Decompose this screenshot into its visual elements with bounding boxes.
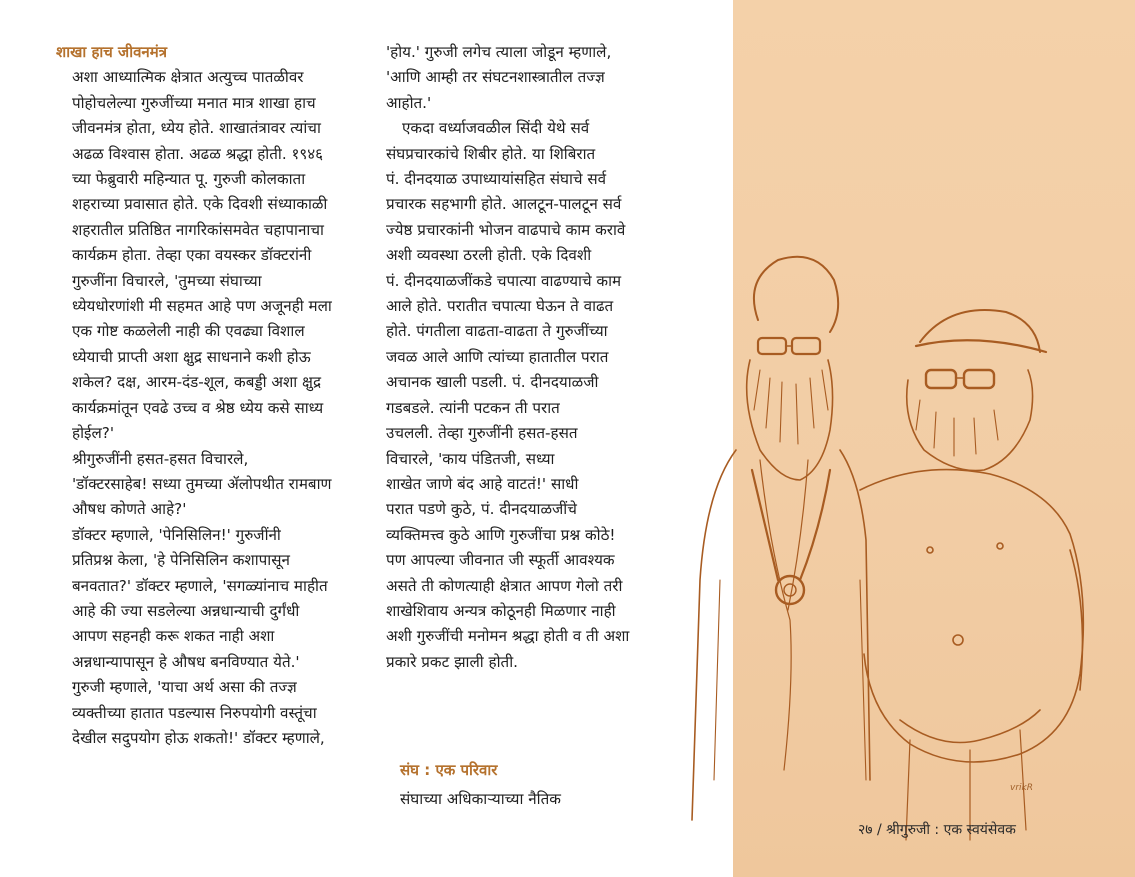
- text-line: कार्यक्रमांतून एवढे उच्च व श्रेष्ठ ध्येय कसे साध्य: [72, 398, 324, 417]
- text-line: आहे की ज्या सडलेल्या अन्नधान्याची दुर्गंधी: [72, 601, 300, 620]
- text-line: प्रकारे प्रकट झाली होती.: [386, 652, 518, 671]
- text-line: डॉक्टर म्हणाले, 'पेनिसिलिन!' गुरुजींनी: [72, 525, 281, 544]
- text-line: होईल?': [72, 424, 114, 443]
- right-text-column: [386, 40, 686, 675]
- sketch-illustration: [640, 250, 1100, 850]
- text-line: व्यक्तीच्या हातात पडल्यास निरुपयोगी वस्तूंचा: [72, 703, 317, 722]
- text-line: परात पडणे कुठे, पं. दीनदयाळजींचे: [386, 500, 577, 519]
- text-line: आले होते. परातीत चपात्या घेऊन ते वाढत: [386, 297, 614, 316]
- text-line: पोहोचलेल्या गुरुजींच्या मनात मात्र शाखा हाच: [72, 93, 316, 112]
- text-line: पं. दीनदयाळ उपाध्यायांसहित संघाचे सर्व: [386, 170, 607, 189]
- left-figure-sketch: [692, 257, 870, 820]
- section-heading-shakha: शाखा हाच जीवनमंत्र: [56, 43, 167, 61]
- text-line: जवळ आले आणि त्यांच्या हातातील परात: [386, 347, 609, 366]
- text-line: शाखेत जाणे बंद आहे वाटतं!' साधी: [386, 474, 579, 493]
- text-line: ध्येयधोरणांशी मी सहमत आहे पण अजूनही मला: [72, 297, 332, 316]
- text-line: 'होय.' गुरुजी लगेच त्याला जोडून म्हणाले,: [386, 43, 612, 61]
- text-line: आपण सहनही करू शकत नाही अशा: [72, 627, 275, 646]
- text-line: गुरुजींना विचारले, 'तुमच्या संघाच्या: [72, 271, 262, 290]
- text-line: अढळ विश्वास होता. अढळ श्रद्धा होती. १९४६: [72, 144, 324, 163]
- text-line: प्रतिप्रश्न केला, 'हे पेनिसिलिन कशापासून: [72, 551, 290, 570]
- text-line: ध्येयाची प्राप्ती अशा क्षुद्र साधनाने कशी होऊ: [72, 347, 311, 366]
- page-footer: २७ / श्रीगुरुजी : एक स्वयंसेवक: [858, 822, 1016, 838]
- text-line: शाखेशिवाय अन्यत्र कोठूनही मिळणार नाही: [386, 601, 616, 620]
- text-line: पं. दीनदयाळजींकडे चपात्या वाढण्याचे काम: [386, 271, 622, 290]
- text-line: 'डॉक्टरसाहेब! सध्या तुमच्या ॲलोपथीत रामबाण: [72, 474, 332, 493]
- text-line: उचलली. तेव्हा गुरुजींनी हसत-हसत: [386, 424, 578, 443]
- text-line: अशी व्यवस्था ठरली होती. एके दिवशी: [386, 246, 592, 265]
- text-line: प्रचारक सहभागी होते. आलटून-पालटून सर्व: [386, 195, 622, 214]
- text-line: होते. पंगतीला वाढता-वाढता ते गुरुजींच्या: [386, 322, 608, 341]
- left-text-column: [56, 40, 374, 751]
- section-heading-sangh-parivar: संघ : एक परिवार: [400, 761, 498, 779]
- text-line: गडबडले. त्यांनी पटकन ती परात: [386, 398, 560, 417]
- text-line: शकेल? दक्ष, आरम-दंड-शूल, कबड्डी अशा क्षुद्र: [72, 373, 322, 392]
- text-line: ज्येष्ठ प्रचारकांनी भोजन वाढपाचे काम करावे: [386, 220, 626, 239]
- text-line: देखील सदुपयोग होऊ शकतो!' डॉक्टर म्हणाले,: [72, 728, 325, 747]
- text-line: एकदा वर्ध्याजवळील सिंदी येथे सर्व: [402, 119, 590, 138]
- text-line: श्रीगुरुजींनी हसत-हसत विचारले,: [72, 449, 249, 468]
- text-line: कार्यक्रम होता. तेव्हा एका वयस्कर डॉक्टरांनी: [72, 246, 312, 265]
- text-line: औषध कोणते आहे?': [72, 500, 187, 519]
- text-line: संघाच्या अधिकाऱ्याच्या नैतिक: [400, 790, 561, 808]
- text-line: जीवनमंत्र होता, ध्येय होते. शाखातंत्रावर त्यांचा: [72, 119, 321, 138]
- text-line: बनवतात?' डॉक्टर म्हणाले, 'सगळ्यांनाच माहीत: [72, 576, 328, 595]
- text-line: शहरातील प्रतिष्ठित नागरिकांसमवेत चहापानाचा: [72, 220, 324, 239]
- text-line: अन्नधान्यापासून हे औषध बनविण्यात येते.': [72, 652, 300, 671]
- text-line: असते ती कोणत्याही क्षेत्रात आपण गेलो तरी: [386, 576, 623, 595]
- right-figure-sketch: [860, 310, 1083, 840]
- text-line: एक गोष्ट कळलेली नाही की एवढ्या विशाल: [72, 322, 305, 341]
- text-line: अशी गुरुजींची मनोमन श्रद्धा होती व ती अशा: [386, 627, 630, 646]
- text-line: संघप्रचारकांचे शिबीर होते. या शिबिरात: [386, 144, 596, 163]
- text-line: व्यक्तिमत्त्व कुठे आणि गुरुजींचा प्रश्न कोठे!: [386, 525, 616, 544]
- text-line: शहराच्या प्रवासात होते. एके दिवशी संध्याकाळी: [72, 195, 328, 214]
- text-line: पण आपल्या जीवनात जी स्फूर्ती आवश्यक: [386, 551, 615, 570]
- text-line: अशा आध्यात्मिक क्षेत्रात अत्युच्च पातळीवर: [72, 68, 304, 87]
- text-line: अचानक खाली पडली. पं. दीनदयाळजी: [386, 373, 599, 392]
- left-paragraph: [56, 65, 374, 751]
- text-line: आहोत.': [386, 93, 432, 112]
- text-line: 'आणि आम्ही तर संघटनशास्त्रातील तज्ज्ञ: [386, 68, 605, 87]
- text-line: च्या फेब्रुवारी महिन्यात पू. गुरुजी कोलकाता: [72, 170, 306, 189]
- text-line: गुरुजी म्हणाले, 'याचा अर्थ असा की तज्ज्ञ: [72, 678, 297, 697]
- text-line: विचारले, 'काय पंडितजी, सध्या: [386, 449, 555, 468]
- artist-signature: vrikR: [1010, 783, 1033, 793]
